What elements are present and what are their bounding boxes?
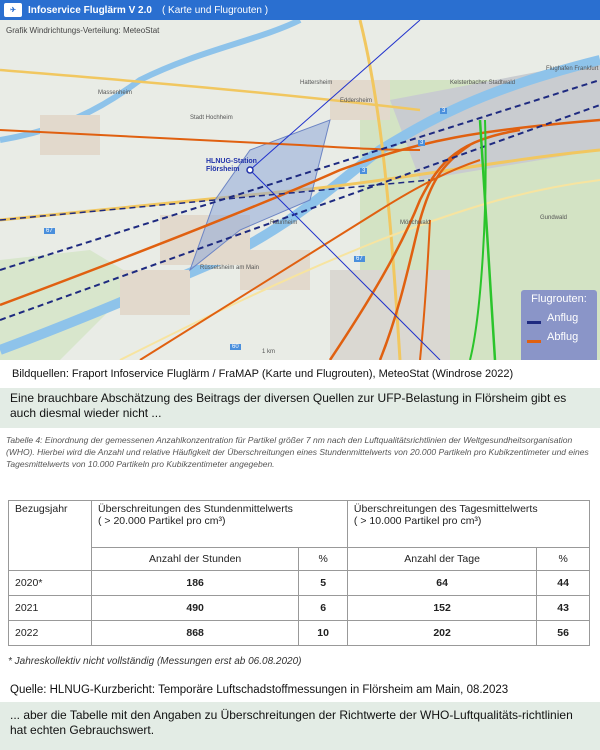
plane-departure-icon	[527, 330, 541, 343]
road-shield: 3	[362, 168, 366, 174]
place-label: Kelsterbacher Stadtwald	[450, 80, 516, 86]
header-year: Bezugsjahr	[9, 501, 92, 571]
table-row: 2022 868 10 202 56	[9, 621, 590, 646]
table-row: 2021 490 6 152 43	[9, 596, 590, 621]
flight-route-map[interactable]	[0, 20, 600, 360]
legend-title: Flugrouten:	[531, 293, 587, 305]
road-shield: 3	[420, 140, 424, 146]
place-label: Raunheim	[270, 220, 298, 226]
road-shield: 3	[442, 108, 446, 114]
place-label: Hattersheim	[300, 80, 333, 86]
road-shield: 60	[232, 344, 239, 350]
legend-item-departure: Abflug	[527, 330, 597, 343]
place-label: Flughafen Frankfurt	[546, 66, 599, 72]
who-exceedance-table	[8, 500, 590, 646]
table-row: 2020* 186 5 64 44	[9, 571, 590, 596]
station-label: HLNUG-Station Flörsheim	[206, 158, 257, 173]
table-caption: Tabelle 4: Einordnung der gemessenen Anzahlkonzentration für Partikel größer 7 nm nach den Luftqualitätsrichtlinien der Weltgesundheitsorganisation (WHO). Hierbei wird die Anzahl und relative Häufigkeit der Überschreitungen eines Stundenmittelwerts von 20.000 Partikeln pro Kubikzentimeter und eines Tagesmittelwerts von 10.000 Partikeln pro Kubikzentimeter angegeben.	[6, 435, 589, 469]
place-label: Mönchwald	[400, 220, 431, 226]
intro-text: Eine brauchbare Abschätzung des Beitrags der diversen Quellen zur UFP-Belastung in Flörsheim gibt es auch diesmal wieder nicht ...	[0, 388, 600, 428]
legend-item-arrival: Anflug	[527, 311, 597, 324]
app-title: Infoservice Fluglärm V 2.0	[28, 4, 152, 16]
table-footnote: * Jahreskollektiv nicht vollständig (Messungen erst ab 06.08.2020)	[8, 656, 302, 667]
header-hourly: Überschreitungen des Stundenmittelwerts ( > 20.000 Partikel pro cm³)	[92, 501, 348, 548]
place-label: Massenheim	[98, 90, 133, 96]
app-subtitle: ( Karte und Flugrouten )	[161, 4, 269, 16]
header-pct-days: %	[537, 548, 590, 571]
place-label: Eddersheim	[340, 98, 373, 104]
header-hours: Anzahl der Stunden	[92, 548, 299, 571]
plane-arrival-icon	[527, 311, 541, 324]
header-days: Anzahl der Tage	[347, 548, 536, 571]
road-shield: 67	[46, 228, 53, 234]
place-label: Gundwald	[540, 215, 568, 221]
place-label: Rüsselsheim am Main	[200, 265, 260, 271]
map-scale: 1 km	[262, 349, 276, 355]
map-canvas	[0, 20, 600, 360]
source-citation: Quelle: HLNUG-Kurzbericht: Temporäre Luftschadstoffmessungen in Flörsheim am Main, 08.2023	[10, 684, 509, 696]
header-daily: Überschreitungen des Tagesmittelwerts ( > 10.000 Partikel pro cm³)	[347, 501, 589, 548]
fraport-logo-icon: ✈	[4, 3, 22, 17]
road-shield: 67	[356, 256, 363, 262]
image-source-caption: Bildquellen: Fraport Infoservice Fluglärm / FraMAP (Karte und Flugrouten), MeteoStat (Windrose 2022)	[0, 360, 600, 388]
outro-text: ... aber die Tabelle mit den Angaben zu Überschreitungen der Richtwerte der WHO-Luftqualitäts-richtlinien hat echten Gebrauchswert.	[0, 702, 600, 750]
app-title-bar	[0, 0, 600, 20]
place-label: Stadt Hochheim	[190, 115, 233, 121]
route-legend	[521, 290, 597, 360]
map-subtitle: Grafik Windrichtungs-Verteilung: MeteoStat	[6, 26, 160, 35]
header-pct-hours: %	[299, 548, 348, 571]
